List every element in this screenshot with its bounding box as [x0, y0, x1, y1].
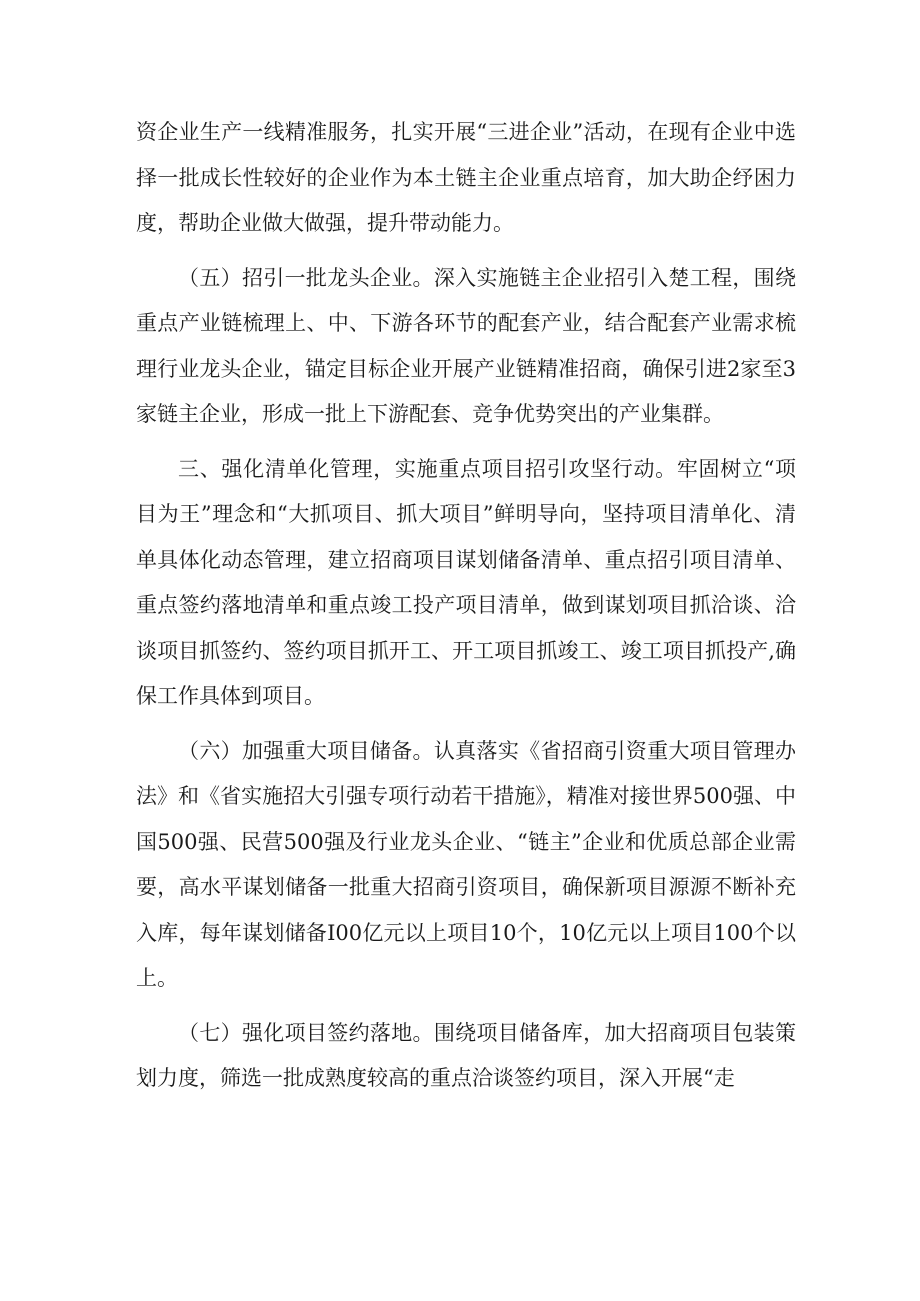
paragraph-heading-3: 三、强化清单化管理，实施重点项目招引攻坚行动。牢固树立“项目为王”理念和“大抓项目、抓大项目”鲜明导向，坚持项目清单化、清单具体化动态管理，建立招商项目谋划储备清单、重点招引项目清单、重点签约落地清单和重点竣工投产项目清单，做到谋划项目抓洽谈、洽谈项目抓签约、签约项目抓开工、开工项目抓竣工、竣工项目抓投产,确保工作具体到项目。 — [136, 456, 796, 708]
paragraph-section-5: （五）招引一批龙头企业。深入实施链主企业招引入楚工程，围绕重点产业链梳理上、中、下游各环节的配套产业，结合配套产业需求梳理行业龙头企业，锚定目标企业开展产业链精准招商，确保引进2家至3家链主企业，形成一批上下游配套、竞争优势突出的产业集群。 — [136, 265, 796, 426]
paragraph-section-7: （七）强化项目签约落地。围绕项目储备库，加大招商项目包装策划力度，筛选一批成熟度较高的重点洽谈签约项目，深入开展“走 — [136, 1020, 796, 1090]
paragraph-section-6: （六）加强重大项目储备。认真落实《省招商引资重大项目管理办法》和《省实施招大引强专项行动若干措施》，精准对接世界500强、中国500强、民营500强及行业龙头企业、“链主”企业和优质总部企业需要，高水平谋划储备一批重大招商引资项目，确保新项目源源不断补充入库，每年谋划储备I00亿元以上项目10个，10亿元以上项目100个以上。 — [136, 738, 796, 990]
document-body — [136, 110, 796, 1111]
paragraph-continuation: 资企业生产一线精准服务，扎实开展“三进企业”活动，在现有企业中选择一批成长性较好的企业作为本土链主企业重点培育，加大助企纾困力度，帮助企业做大做强，提升带动能力。 — [136, 120, 796, 235]
